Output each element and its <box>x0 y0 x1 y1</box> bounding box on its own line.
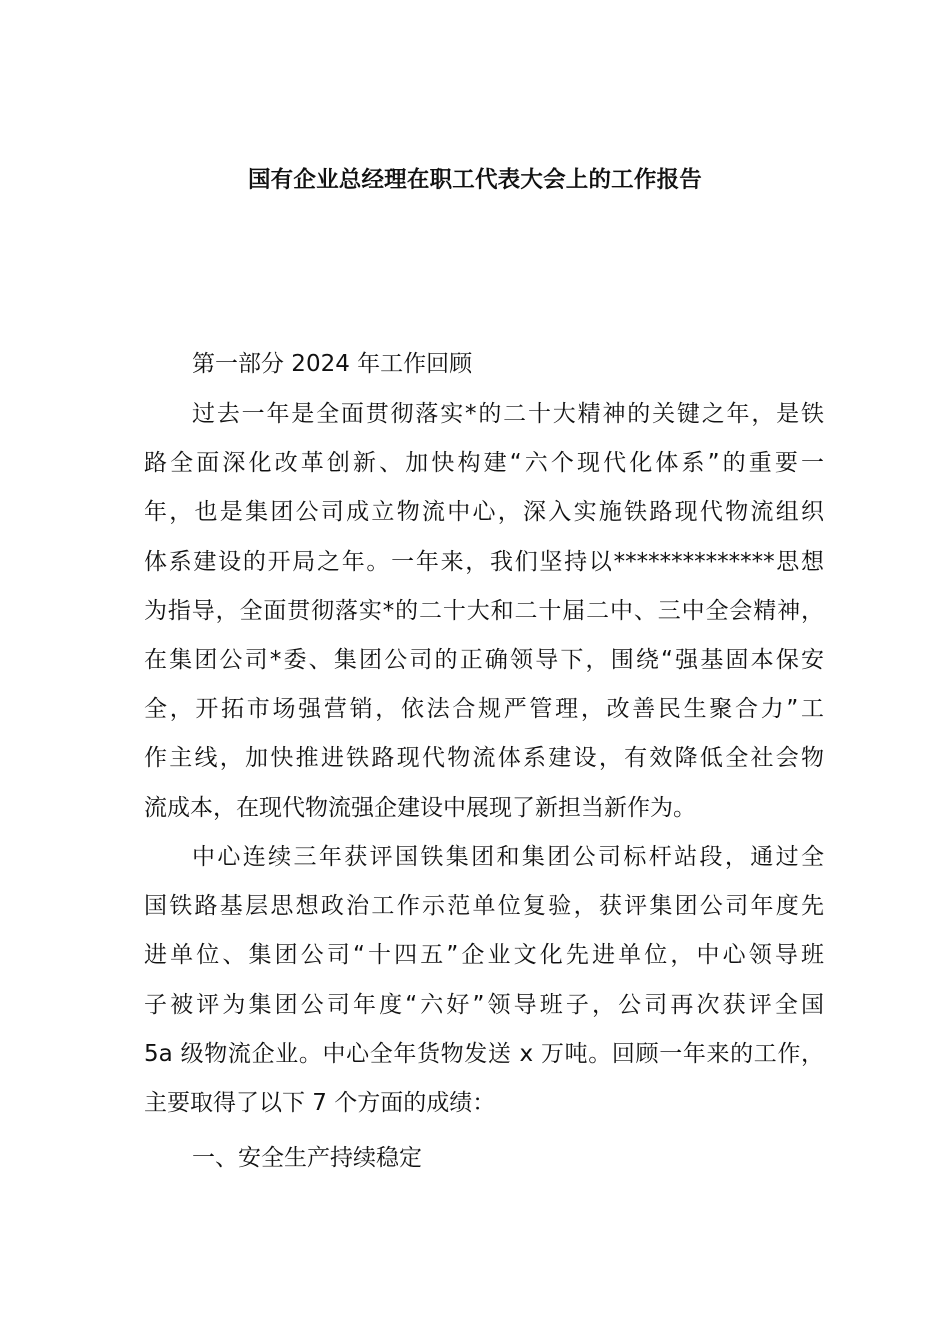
paragraph-2 <box>144 833 824 1128</box>
paragraph-line: 为指导，全面贯彻落实*的二十大和二十届二中、三中全会精神， <box>144 597 824 624</box>
sub-heading: 一、安全生产持续稳定 <box>192 1145 422 1171</box>
paragraph-line: 进单位、集团公司“十四五”企业文化先进单位，中心领导班 <box>144 942 824 969</box>
paragraph-1 <box>144 390 824 833</box>
paragraph-line: 中心连续三年获评国铁集团和集团公司标杆站段，通过全 <box>192 844 824 870</box>
paragraph-line: 路全面深化改革创新、加快构建“六个现代化体系”的重要一 <box>144 450 824 477</box>
paragraph-line: 在集团公司*委、集团公司的正确领导下，围绕“强基固本保安 <box>144 646 824 673</box>
paragraph-line: 作主线，加快推进铁路现代物流体系建设，有效降低全社会物 <box>144 745 824 772</box>
paragraph-line: 5a 级物流企业。中心全年货物发送 x 万吨。回顾一年来的工作， <box>144 1040 824 1067</box>
document-title: 国有企业总经理在职工代表大会上的工作报告 <box>247 167 702 193</box>
paragraph-line: 国铁路基层思想政治工作示范单位复验，获评集团公司年度先 <box>144 893 824 920</box>
paragraph-line: 全，开拓市场强营销，依法合规严管理，改善民生聚合力”工 <box>144 696 824 723</box>
paragraph-line: 主要取得了以下 7 个方面的成绩： <box>144 1089 496 1116</box>
paragraph-line: 子被评为集团公司年度“六好”领导班子，公司再次获评全国 <box>144 991 824 1018</box>
paragraph-line: 年，也是集团公司成立物流中心，深入实施铁路现代物流组织 <box>144 499 824 526</box>
section-heading: 第一部分 2024 年工作回顾 <box>192 351 473 377</box>
paragraph-line: 流成本，在现代物流强企建设中展现了新担当新作为。 <box>144 794 696 821</box>
paragraph-line: 过去一年是全面贯彻落实*的二十大精神的关键之年，是铁 <box>192 401 824 427</box>
paragraph-line: 体系建设的开局之年。一年来，我们坚持以**************思想 <box>144 548 824 575</box>
